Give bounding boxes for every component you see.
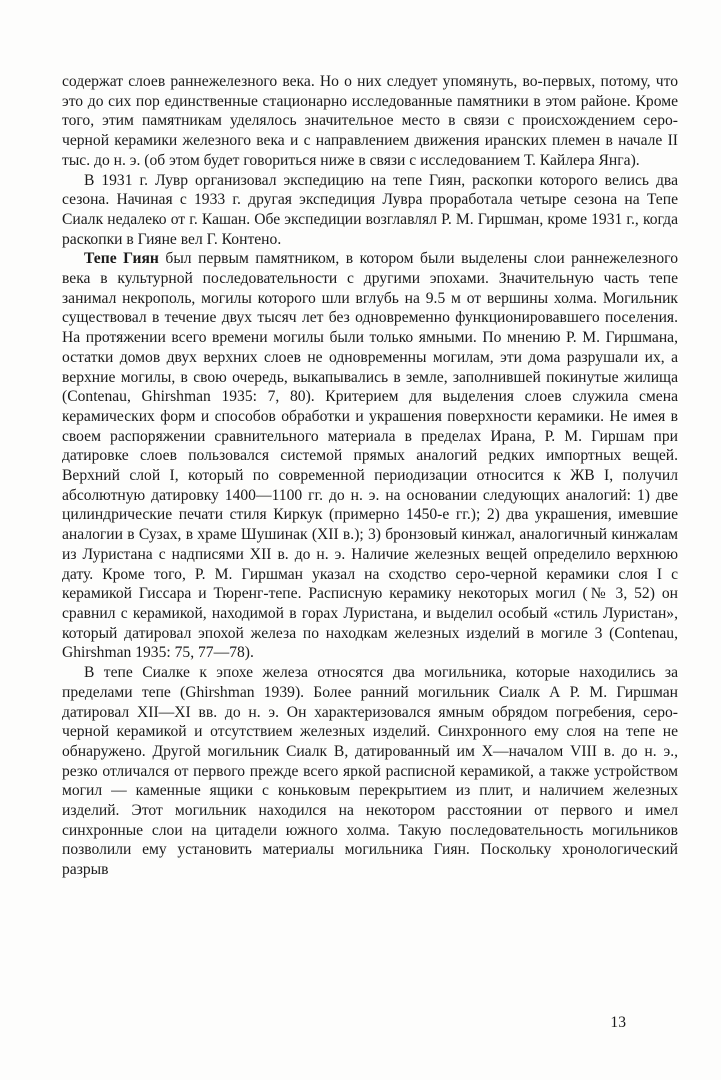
paragraph-2 — [62, 171, 678, 250]
paragraph-3-lead-term: Тепе Гиян — [84, 250, 159, 268]
paragraph-1 — [62, 72, 678, 171]
paragraph-1-text: содержат слоев раннежелезного века. Но о них следует упомянуть, во-первых, потому, что это до сих пор единственные стационарно исследованные памятники в этом районе. Кроме того, этим памятникам уделялось значительное место в связи с происхождением серо-черной керамики железного века и с направлением движения иранских племен в начале II тыс. до н. э. (об этом будет говориться ниже в связи с исследованием Т. Кайлера Янга). — [62, 73, 678, 169]
paragraph-3-text: был первым памятником, в котором были выделены слои раннежелезного века в культурной последовательности с другими эпохами. Значительную часть тепе занимал некрополь, могилы которого шли вглубь на 9.5 м от вершины холма. Могильник существовал в течение двух тысяч лет без одновременно функционировавшего поселения. На протяжении всего времени могилы были только ямными. По мнению Р. М. Гиршмана, остатки домов двух верхних слоев не одновременны могилам, эти дома разрушали их, а верхние могилы, в свою очередь, выкапывались в земле, заполнившей покинутые жилища (Contenau, Ghirshman 1935: 7, 80). Критерием для выделения слоев служила смена керамических форм и способов обработки и украшения поверхности керамики. Не имея в своем распоряжении сравнительного материала в пределах Ирана, Р. М. Гиршам при датировке слоев пользовался системой прямых аналогий редких импортных вещей. Верхний слой I, который по современной периодизации относится к ЖВ I, получил абсолютную датировку 1400—1100 гг. до н. э. на основании следующих аналогий: 1) две цилиндрические печати стиля Киркук (примерно 1450-е гг.); 2) два украшения, имевшие аналогии в Сузах, в храме Шушинак (XII в.); 3) бронзовый кинжал, аналогичный кинжалам из Луристана с надписями XII в. до н. э. Наличие железных вещей определило верхнюю дату. Кроме того, Р. М. Гиршман указал на сходство серо-черной керамики слоя I с керамикой Гиссара и Тюренг-тепе. Расписную керамику некоторых могил (№ 3, 52) он сравнил с керамикой, находимой в горах Луристана, и выделил особый «стиль Луристан», который датировал эпохой железа по находкам железных изделий в могиле 3 (Contenau, Ghirshman 1935: 75, 77—78). — [62, 250, 678, 662]
page-number: 13 — [610, 1014, 626, 1031]
paragraph-4-text: В тепе Сиалке к эпохе железа относятся два могильника, которые находились за пределами тепе (Ghirshman 1939). Более ранний могильник Сиалк А Р. М. Гиршман датировал XII—XI вв. до н. э. Он характеризовался ямным обрядом погребения, серо-черной керамикой и отсутствием железных изделий. Синхронного ему слоя на тепе не обнаружено. Другой могильник Сиалк В, датированный им X—началом VIII в. до н. э., резко отличался от первого прежде всего яркой расписной керамикой, а также устройством могил — каменные ящики с коньковым перекрытием из плит, и наличием железных изделий. Этот могильник находился на некотором расстоянии от первого и имел синхронные слои на цитадели южного холма. Такую последовательность могильников позволили ему установить материалы могильника Гиян. Поскольку хронологический разрыв — [62, 664, 678, 879]
body-text — [62, 72, 678, 880]
paragraph-2-text: В 1931 г. Лувр организовал экспедицию на тепе Гиян, раскопки которого велись два сезона. Начиная с 1933 г. другая экспедиция Лувра проработала четыре сезона на Тепе Сиалк недалеко от г. Кашан. Обе экспедиции возглавлял Р. М. Гиршман, кроме 1931 г., когда раскопки в Гияне вел Г. Контено. — [62, 171, 678, 248]
paragraph-4 — [62, 663, 678, 880]
paragraph-3 — [62, 249, 678, 663]
